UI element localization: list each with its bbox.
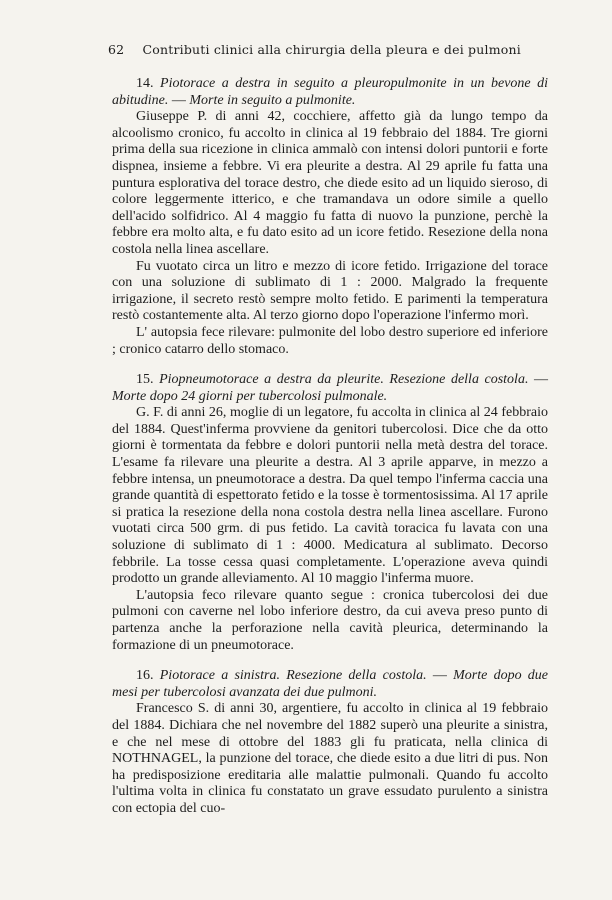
case-15: [112, 372, 548, 654]
case-outcome: Morte dopo 24 giorni per tubercolosi pulmonale.: [112, 388, 388, 404]
case-heading: [112, 668, 548, 701]
case-outcome: Morte in seguito a pulmonite.: [189, 92, 356, 108]
case-number: 14.: [136, 76, 154, 91]
case-heading: [112, 76, 548, 109]
page-number: 62: [108, 42, 125, 57]
running-title: Contributi clinici alla chirurgia della pleura e dei pulmoni: [142, 42, 521, 57]
paragraph: Fu vuotato circa un litro e mezzo di icore fetido. Irrigazione del torace con una soluzione di sublimato di 1 : 2000. Malgrado la frequente irrigazione, il secreto restò sempre molto fetido. E parimenti la temperatura restò costantemente alta. Al terzo giorno dopo l'operazione l'infermo morì.: [112, 258, 548, 324]
spacer: [112, 654, 548, 668]
case-dash: —: [432, 668, 447, 684]
case-16: [112, 668, 548, 817]
paragraph: L'autopsia feco rilevare quanto segue : cronica tubercolosi dei due pulmoni con caverne nel lobo inferiore destro, da cui aveva preso punto di partenza anche la perforazione nella cavità pleurica, determinando la formazione di un pneumotorace.: [112, 587, 548, 653]
paragraph: G. F. di anni 26, moglie di un legatore, fu accolta in clinica al 24 febbraio del 1884. Quest'inferma provviene da genitori tubercolosi. Dice che da otto giorni è tormentata da febbre e dolori puntorii nella metà destra del torace. L'esame fa rilevare una pleurite a destra. Al 3 aprile apparve, in mezzo a febbre intensa, un pneumotorace a destra. Da quel tempo l'inferma caccia una grande quantità di espettorato fetido e la tosse è tormentosissima. Al 17 aprile si pratica la resezione della nona costola destra nella linea ascellare. Furono vuotati circa 500 grm. di pus fetido. La cavità toracica fu lavata con una soluzione di sublimato di 1 : 4000. Medicatura al sublimato. Decorso febbrile. La tosse cessa quasi completamente. L'operazione aveva quindi prodotto un grande alleviamento. Al 10 maggio l'inferma muore.: [112, 405, 548, 587]
paragraph: L' autopsia fece rilevare: pulmonite del lobo destro superiore ed inferiore ; cronico catarro dello stomaco.: [112, 324, 548, 357]
running-header: [108, 42, 528, 57]
case-title: Piotorace a sinistra. Resezione della costola.: [159, 668, 427, 684]
case-heading: [112, 372, 548, 405]
case-outcome: Morte dopo due mesi per tubercolosi avanzata dei due pulmoni.: [112, 668, 549, 700]
case-14: [112, 76, 548, 358]
case-dash: —: [171, 92, 186, 108]
case-number: 16.: [136, 668, 154, 684]
case-title: Piopneumotorace a destra da pleurite. Resezione della costola.: [159, 372, 529, 388]
case-number: 15.: [136, 372, 154, 388]
paragraph: Francesco S. di anni 30, argentiere, fu accolto in clinica al 19 febbraio del 1884. Dichiara che nel novembre del 1882 superò una pleurite a sinistra, e che nel mese di ottobre del 1883 gli fu praticata, nella clinica di NOTHNAGEL, la punzione del torace, che diede esito a due litri di pus. Non ha predisposizione ereditaria alle malattie pulmonali. Quando fu accolto l'ultima volta in clinica fu constatato un grave essudato purulento a sinistra con ectopia del cuo-: [112, 701, 548, 816]
page-body: [112, 76, 548, 818]
spacer: [112, 358, 548, 372]
paragraph: Giuseppe P. di anni 42, cocchiere, affetto già da lungo tempo da alcoolismo cronico, fu accolto in clinica al 19 febbraio del 1884. Tre giorni prima della sua ricezione in clinica ammalò con intensi dolori puntorii e forte dispnea, insieme a febbre. Vi era pleurite a destra. Al 29 aprile fu fatta una puntura esplorativa del torace destro, che diede esito ad un liquido sieroso, di colore leggermente itterico, e che tramandava un odore simile a quello dell'acido solfidrico. Al 4 maggio fu fatta di nuovo la punzione, perchè la febbre era molto alta, e fu dato esito ad un icore fetido. Resezione della nona costola nella linea ascellare.: [112, 109, 548, 257]
case-title: Piotorace a destra in seguito a pleuropulmonite in un bevone di abitudine.: [112, 76, 549, 108]
case-dash: —: [534, 372, 549, 388]
